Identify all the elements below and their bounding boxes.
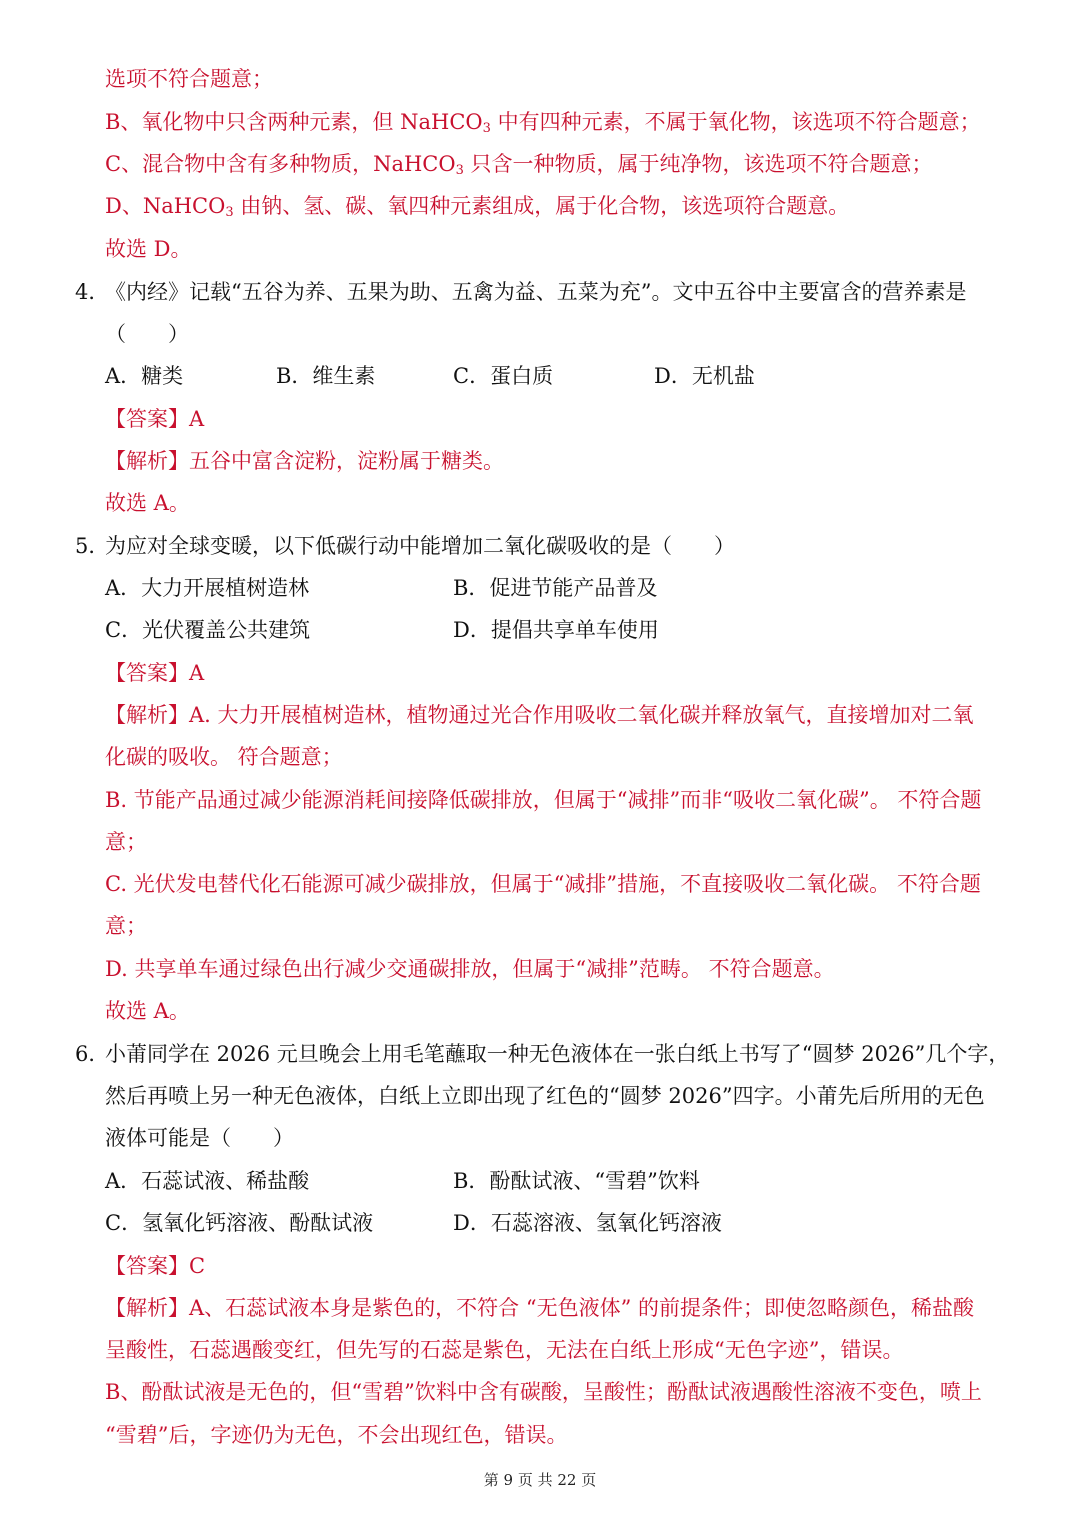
q5-choose: 故选 A。 bbox=[105, 999, 190, 1023]
prev-b-post: 中有四种元素，不属于氧化物，该选项不符合题意； bbox=[490, 110, 981, 134]
q5-option-d: D．提倡共享单车使用 bbox=[453, 618, 659, 642]
q5-analysis-line6: 意； bbox=[105, 914, 147, 938]
q4-option-a: A．糖类 bbox=[105, 364, 184, 388]
q6-analysis-line3: B、酚酞试液是无色的，但“雪碧”饮料中含有碳酸，呈酸性；酚酞试液遇酸性溶液不变色，喷上 bbox=[105, 1380, 982, 1404]
prev-b-sub: 3 bbox=[482, 121, 491, 136]
q5-answer: 【答案】A bbox=[105, 661, 205, 685]
q5-analysis-line2: 化碳的吸收。 符合题意； bbox=[105, 745, 343, 769]
page-footer: 第 9 页 共 22 页 bbox=[483, 1471, 597, 1489]
q5-analysis-line5: C. 光伏发电替代化石能源可减少碳排放，但属于“减排”措施，不直接吸收二氧化碳。 不符合题 bbox=[105, 872, 981, 896]
prev-c-sub: 3 bbox=[455, 163, 464, 178]
prev-analysis-line-b bbox=[105, 107, 981, 137]
prev-b-pre: B、氧化物中只含两种元素，但 NaHCO bbox=[105, 110, 483, 134]
q6-text-line3: 液体可能是（ ） bbox=[105, 1126, 294, 1150]
prev-c-pre: C、混合物中含有多种物质，NaHCO bbox=[105, 152, 456, 176]
q5-option-a: A．大力开展植树造林 bbox=[105, 576, 310, 600]
prev-d-post: 由钠、氢、碳、氧四种元素组成，属于化合物，该选项符合题意。 bbox=[233, 194, 850, 218]
q5-text-line1: 为应对全球变暖，以下低碳行动中能增加二氧化碳吸收的是（ ） bbox=[105, 534, 735, 558]
q6-option-c: C．氢氧化钙溶液、酚酞试液 bbox=[105, 1211, 374, 1235]
q6-text-line1: 小莆同学在 2026 元旦晚会上用毛笔蘸取一种无色液体在一张白纸上书写了“圆梦 2026”几个字， bbox=[105, 1042, 1010, 1066]
q5-analysis-line3: B. 节能产品通过减少能源消耗间接降低碳排放，但属于“减排”而非“吸收二氧化碳”。 不符合题 bbox=[105, 788, 982, 812]
q6-analysis-line2: 呈酸性，石蕊遇酸变红，但先写的石蕊是紫色，无法在白纸上形成“无色字迹”，错误。 bbox=[105, 1338, 904, 1362]
prev-analysis-line-c bbox=[105, 149, 933, 179]
q5-number: 5． bbox=[75, 534, 110, 558]
q4-text-line1: 《内经》记载“五谷为养、五果为助、五禽为益、五菜为充”。文中五谷中主要富含的营养素是 bbox=[105, 280, 967, 304]
q6-option-d: D．石蕊溶液、氢氧化钙溶液 bbox=[453, 1211, 722, 1235]
q6-analysis-line1: 【解析】A、石蕊试液本身是紫色的，不符合 “无色液体” 的前提条件；即使忽略颜色，稀盐酸 bbox=[105, 1296, 974, 1320]
q4-choose: 故选 A。 bbox=[105, 491, 190, 515]
q4-option-c: C．蛋白质 bbox=[453, 364, 554, 388]
q6-option-a: A．石蕊试液、稀盐酸 bbox=[105, 1169, 310, 1193]
q5-analysis-line1: 【解析】A. 大力开展植树造林，植物通过光合作用吸收二氧化碳并释放氧气，直接增加对二氧 bbox=[105, 703, 974, 727]
q4-answer: 【答案】A bbox=[105, 407, 205, 431]
q6-analysis-line4: “雪碧”后，字迹仍为无色，不会出现红色，错误。 bbox=[105, 1423, 568, 1447]
prev-choose: 故选 D。 bbox=[105, 237, 192, 261]
q6-text-line2: 然后再喷上另一种无色液体，白纸上立即出现了红色的“圆梦 2026”四字。小莆先后所用的无色 bbox=[105, 1084, 985, 1108]
q6-number: 6． bbox=[75, 1042, 110, 1066]
q4-option-d: D．无机盐 bbox=[654, 364, 755, 388]
q6-option-b: B．酚酞试液、“雪碧”饮料 bbox=[453, 1169, 700, 1193]
q4-text-line2: （ ） bbox=[105, 322, 189, 346]
prev-analysis-line-d bbox=[105, 191, 849, 221]
q5-option-b: B．促进节能产品普及 bbox=[453, 576, 658, 600]
prev-d-sub: 3 bbox=[225, 205, 234, 220]
q5-analysis-line7: D. 共享单车通过绿色出行减少交通碳排放，但属于“减排”范畴。 不符合题意。 bbox=[105, 957, 835, 981]
q4-option-b: B．维生素 bbox=[276, 364, 376, 388]
q4-analysis: 【解析】五谷中富含淀粉，淀粉属于糖类。 bbox=[105, 449, 504, 473]
prev-d-pre: D、NaHCO bbox=[105, 194, 226, 218]
q6-answer: 【答案】C bbox=[105, 1254, 206, 1278]
q5-option-c: C．光伏覆盖公共建筑 bbox=[105, 618, 311, 642]
prev-c-post: 只含一种物质，属于纯净物，该选项不符合题意； bbox=[463, 152, 933, 176]
prev-analysis-line-a: 选项不符合题意； bbox=[105, 67, 273, 91]
q4-number: 4． bbox=[75, 280, 110, 304]
q5-analysis-line4: 意； bbox=[105, 830, 147, 854]
